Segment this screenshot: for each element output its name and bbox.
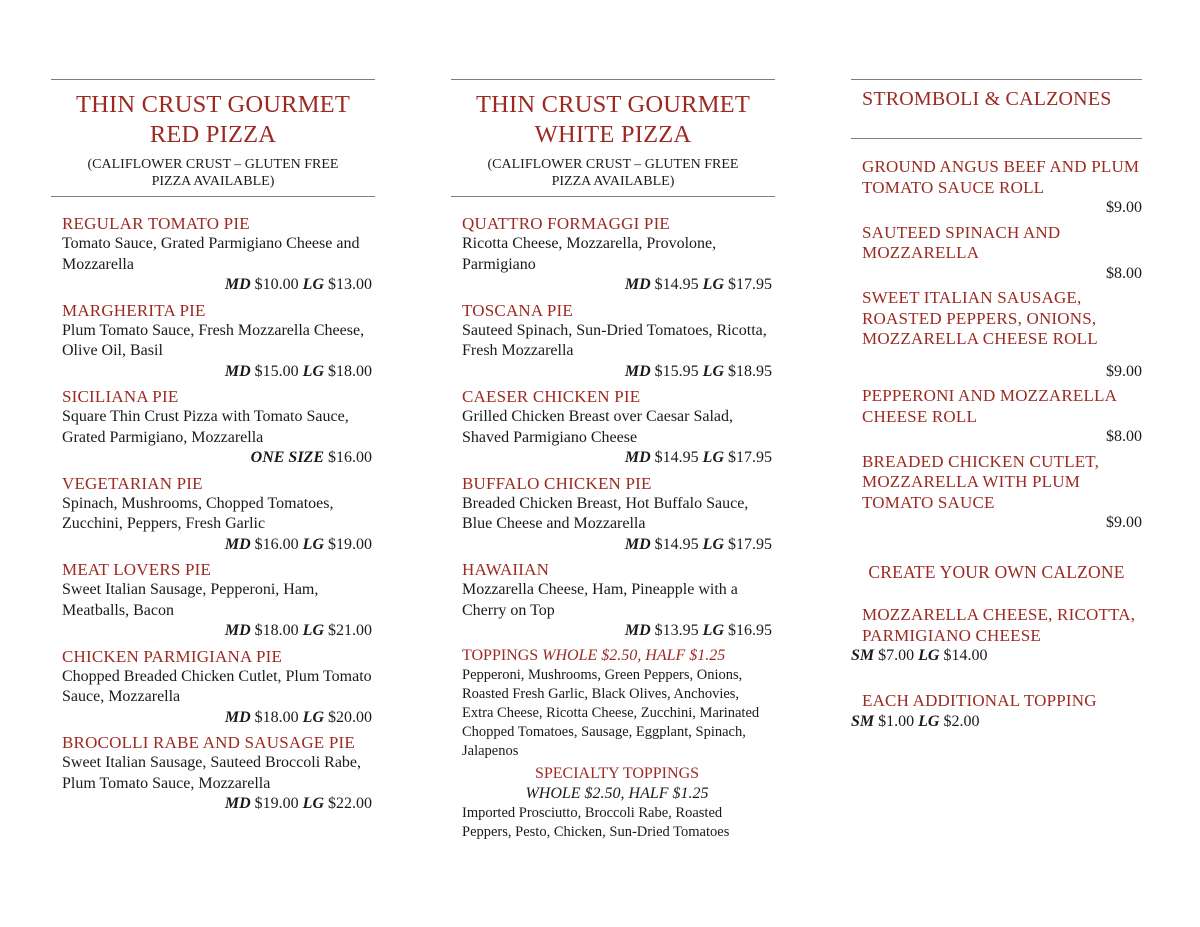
menu-item xyxy=(62,300,372,383)
item-price: ONE SIZE $16.00 xyxy=(250,449,372,466)
item-price: MD $14.95 LG $17.95 xyxy=(624,535,772,553)
menu-items xyxy=(51,213,375,815)
section-divider xyxy=(451,196,775,197)
red-pizza-column xyxy=(51,79,375,815)
top-divider xyxy=(51,79,375,80)
item-price: MD $18.00 LG $20.00 xyxy=(224,708,372,726)
top-divider xyxy=(451,79,775,80)
item-name: PEPPERONI AND MOZZARELLA CHEESE ROLL xyxy=(862,386,1117,426)
item-description: Chopped Breaded Chicken Cutlet, Plum Tomato Sauce, Mozzarella xyxy=(62,667,372,705)
gluten-free-note: (CALIFLOWER CRUST – GLUTEN FREE PIZZA AVAILABLE) xyxy=(487,157,739,189)
item-name: SWEET ITALIAN SAUSAGE, ROASTED PEPPERS, ONIONS, MOZZARELLA CHEESE ROLL xyxy=(862,288,1098,348)
toppings-section xyxy=(462,646,772,761)
gluten-free-note: (CALIFLOWER CRUST – GLUTEN FREE PIZZA AVAILABLE) xyxy=(87,157,339,189)
specialty-list: Imported Prosciutto, Broccoli Rabe, Roasted Peppers, Pesto, Chicken, Sun-Dried Tomatoes xyxy=(462,804,730,840)
item-name: MOZZARELLA CHEESE, RICOTTA, PARMIGIANO CHEESE xyxy=(862,605,1136,645)
top-divider xyxy=(851,79,1142,80)
item-name: SICILIANA PIE xyxy=(62,387,179,406)
stromboli-items xyxy=(851,157,1142,534)
item-description: Plum Tomato Sauce, Fresh Mozzarella Cheese, Olive Oil, Basil xyxy=(62,321,365,359)
item-name: TOSCANA PIE xyxy=(462,300,573,320)
item-name: SAUTEED SPINACH AND MOZZARELLA xyxy=(862,222,1061,262)
item-description: Tomato Sauce, Grated Parmigiano Cheese and Mozzarella xyxy=(62,235,360,273)
menu-item xyxy=(462,473,772,556)
item-description: Square Thin Crust Pizza with Tomato Sauce, Grated Parmigiano, Mozzarella xyxy=(62,408,349,446)
item-name: GROUND ANGUS BEEF AND PLUM TOMATO SAUCE ROLL xyxy=(862,157,1140,197)
item-price: MD $19.00 LG $22.00 xyxy=(224,795,372,812)
toppings-heading: TOPPINGS WHOLE $2.50, HALF $1.25 xyxy=(462,646,726,664)
item-name: REGULAR TOMATO PIE xyxy=(62,214,250,233)
menu-item xyxy=(62,213,372,296)
item-description: Breaded Chicken Breast, Hot Buffalo Sauce, Blue Cheese and Mozzarella xyxy=(462,494,749,532)
item-description: Sweet Italian Sausage, Sauteed Broccoli Rabe, Plum Tomato Sauce, Mozzarella xyxy=(62,754,362,792)
item-description: Mozzarella Cheese, Ham, Pineapple with a Cherry on Top xyxy=(462,581,738,619)
item-description: Spinach, Mushrooms, Chopped Tomatoes, Zucchini, Peppers, Fresh Garlic xyxy=(62,494,334,532)
calzone-option xyxy=(851,605,1142,666)
stromboli-calzones-column xyxy=(851,79,1142,732)
item-description: Sauteed Spinach, Sun-Dried Tomatoes, Ricotta, Fresh Mozzarella xyxy=(462,321,767,359)
item-name: BREADED CHICKEN CUTLET, MOZZARELLA WITH PLUM TOMATO SAUCE xyxy=(862,451,1100,512)
item-price: $9.00 xyxy=(1106,362,1142,380)
menu-item xyxy=(862,386,1142,448)
item-name: BUFFALO CHICKEN PIE xyxy=(462,473,652,493)
menu-item xyxy=(62,473,372,556)
menu-item xyxy=(462,386,772,469)
item-name: EACH ADDITIONAL TOPPING xyxy=(862,691,1097,710)
menu-item xyxy=(462,559,772,642)
menu-item xyxy=(462,300,772,383)
section-divider xyxy=(851,138,1142,139)
menu-item xyxy=(462,213,772,296)
menu-item xyxy=(62,646,372,729)
item-name: CHICKEN PARMIGIANA PIE xyxy=(62,646,283,666)
menu-item xyxy=(62,386,372,469)
item-price: MD $15.00 LG $18.00 xyxy=(224,362,372,380)
item-price: MD $16.00 LG $19.00 xyxy=(224,535,372,553)
menu-item xyxy=(862,157,1142,219)
menu-item xyxy=(862,288,1142,382)
item-price: $8.00 xyxy=(1106,428,1142,445)
item-price: MD $10.00 LG $13.00 xyxy=(224,276,372,293)
item-name: BROCOLLI RABE AND SAUSAGE PIE xyxy=(62,733,355,752)
item-price: SM $7.00 LG $14.00 xyxy=(851,647,988,664)
item-name: MEAT LOVERS PIE xyxy=(62,560,212,579)
section-title: THIN CRUST GOURMET WHITE PIZZA xyxy=(475,91,751,148)
item-name: VEGETARIAN PIE xyxy=(62,473,203,493)
section-divider xyxy=(51,196,375,197)
item-price: SM $1.00 LG $2.00 xyxy=(851,712,980,730)
item-description: Grilled Chicken Breast over Caesar Salad, Shaved Parmigiano Cheese xyxy=(462,408,734,446)
specialty-toppings-section xyxy=(462,764,772,842)
create-calzone-heading: CREATE YOUR OWN CALZONE xyxy=(868,561,1125,582)
item-price: MD $13.95 LG $16.95 xyxy=(624,622,772,639)
item-price: MD $14.95 LG $17.95 xyxy=(624,449,772,466)
menu-item xyxy=(862,223,1142,285)
section-title: THIN CRUST GOURMET RED PIZZA xyxy=(75,91,351,148)
item-description: Ricotta Cheese, Mozzarella, Provolone, Parmigiano xyxy=(462,235,717,273)
specialty-prices: WHOLE $2.50, HALF $1.25 xyxy=(525,784,709,802)
item-price: MD $18.00 LG $21.00 xyxy=(224,622,372,639)
specialty-heading: SPECIALTY TOPPINGS xyxy=(534,764,700,782)
item-price: $9.00 xyxy=(1106,514,1142,531)
item-description: Sweet Italian Sausage, Pepperoni, Ham, Meatballs, Bacon xyxy=(62,581,319,619)
item-name: HAWAIIAN xyxy=(462,560,550,579)
item-price: $9.00 xyxy=(1106,199,1142,216)
menu-items xyxy=(451,213,775,842)
menu-item xyxy=(62,559,372,642)
item-price: MD $15.95 LG $18.95 xyxy=(624,362,772,380)
item-name: QUATTRO FORMAGGI PIE xyxy=(462,214,671,233)
toppings-list: Pepperoni, Mushrooms, Green Peppers, Onions, Roasted Fresh Garlic, Black Olives, Anchovies, Extra Cheese, Ricotta Cheese, Zucchini, Marinated Chopped Tomatoes, Sausage, Eggplant, Spinach, Jalapenos xyxy=(462,666,760,759)
item-price: MD $14.95 LG $17.95 xyxy=(624,276,772,293)
item-name: MARGHERITA PIE xyxy=(62,300,206,320)
menu-item xyxy=(862,452,1142,534)
white-pizza-column xyxy=(451,79,775,842)
item-name: CAESER CHICKEN PIE xyxy=(462,387,641,406)
menu-item xyxy=(62,732,372,815)
section-title: STROMBOLI & CALZONES xyxy=(862,88,1112,110)
additional-topping xyxy=(851,691,1142,732)
item-price: $8.00 xyxy=(1106,264,1142,282)
